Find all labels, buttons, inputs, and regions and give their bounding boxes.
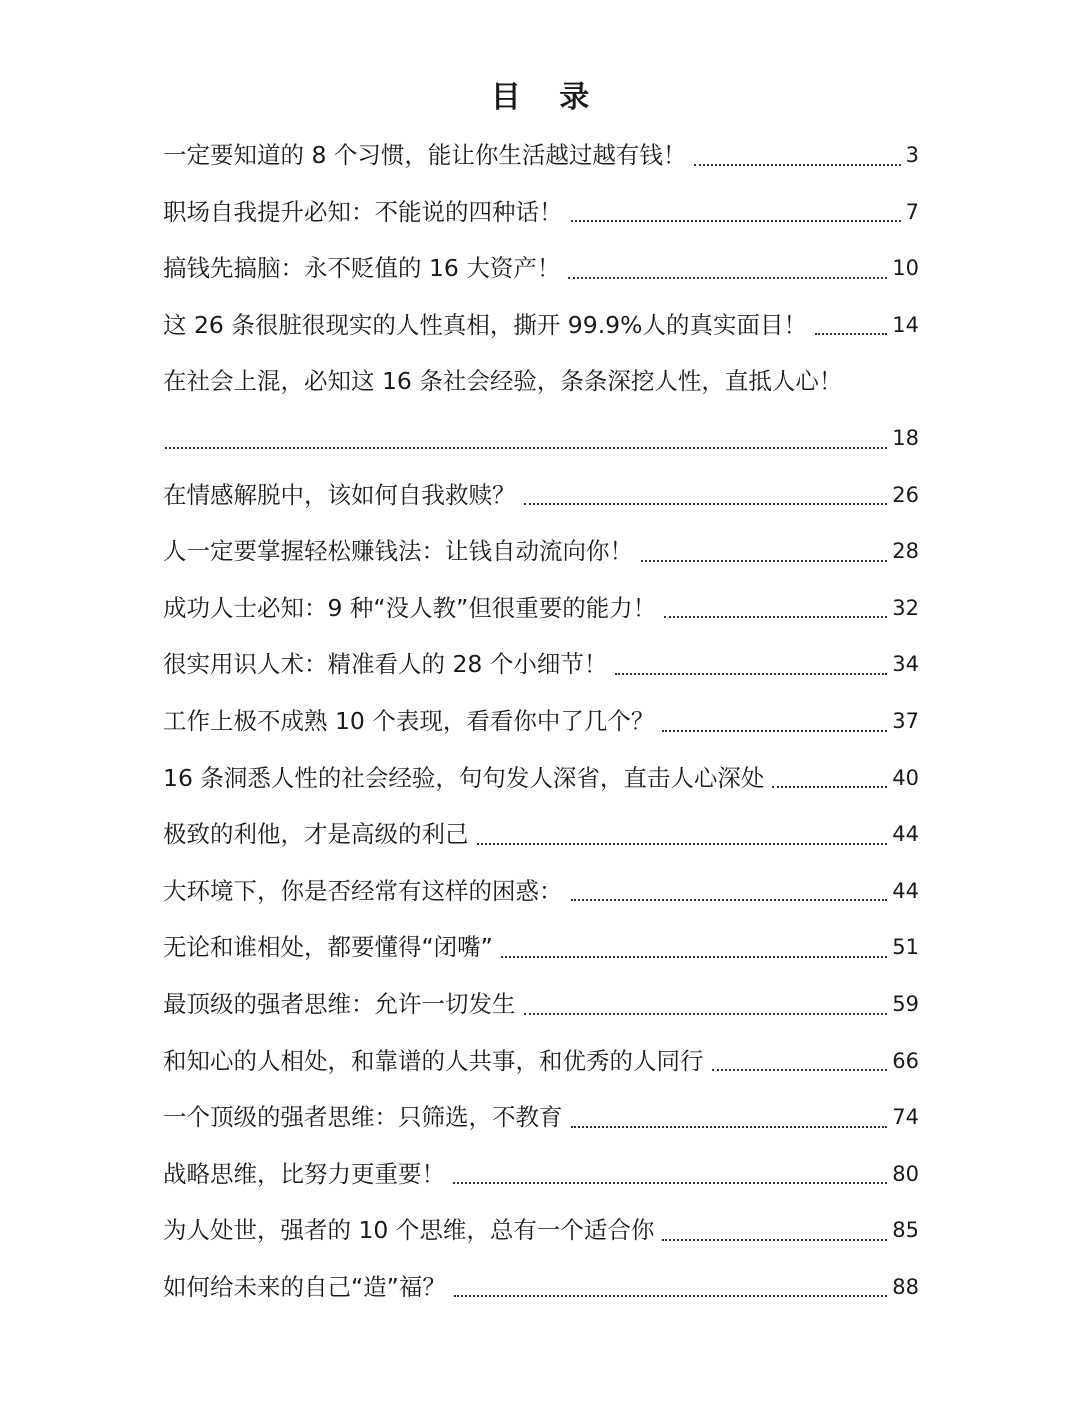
toc-entry-title: 如何给未来的自己“造”福？ (163, 1272, 446, 1301)
toc-entry[interactable] (163, 806, 919, 863)
toc-entry[interactable] (163, 636, 919, 693)
toc-entry-continuation (163, 410, 919, 467)
dot-leader (662, 729, 887, 732)
toc-entry-page: 37 (892, 708, 919, 733)
dot-leader (694, 163, 900, 166)
toc-entry[interactable] (163, 184, 919, 241)
toc-entry[interactable] (163, 1033, 919, 1090)
toc-entry-page: 66 (892, 1048, 919, 1073)
dot-leader (454, 1294, 887, 1297)
toc-entry-title: 为人处世，强者的 10 个思维，总有一个适合你 (163, 1216, 655, 1245)
toc-entry[interactable] (163, 1089, 919, 1146)
toc-entry-title: 工作上极不成熟 10 个表现，看看你中了几个？ (163, 706, 655, 735)
toc-entry-title: 在社会上混，必知这 16 条社会经验，条条深挖人性，直抵人心！ (163, 367, 843, 396)
toc-entry-title: 极致的利他，才是高级的利己 (163, 820, 469, 849)
toc-entry-title: 一定要知道的 8 个习惯，能让你生活越过越有钱！ (163, 141, 687, 169)
toc-entry-page: 14 (892, 312, 919, 337)
toc-entry-title: 和知心的人相处，和靠谱的人共事，和优秀的人同行 (163, 1046, 704, 1075)
dot-leader (641, 559, 887, 562)
toc-entry[interactable] (163, 863, 919, 920)
dot-leader (165, 446, 887, 449)
toc-entry[interactable] (163, 1259, 919, 1316)
toc-entry-title: 战略思维，比努力更重要！ (163, 1159, 445, 1188)
toc-entry[interactable] (163, 127, 919, 184)
toc-entry-page: 80 (892, 1161, 919, 1186)
toc-entry[interactable] (163, 467, 919, 524)
toc-entry-title: 成功人士必知：9 种“没人教”但很重要的能力！ (163, 593, 657, 622)
dot-leader (524, 1012, 888, 1015)
dot-leader (501, 955, 887, 958)
dot-leader (664, 615, 887, 618)
toc-entry-title: 无论和谁相处，都要懂得“闭嘴” (163, 933, 493, 962)
toc-entry-page: 32 (892, 595, 919, 620)
dot-leader (453, 1181, 887, 1184)
toc-entry[interactable] (163, 750, 919, 807)
dot-leader (524, 502, 888, 505)
dot-leader (568, 276, 887, 279)
toc-entry[interactable] (163, 353, 919, 466)
toc-entry-page: 7 (905, 199, 919, 224)
toc-entry[interactable] (163, 976, 919, 1033)
dot-leader (571, 898, 888, 901)
toc-entry[interactable] (163, 580, 919, 637)
toc-entry-page: 44 (892, 878, 919, 903)
toc-entry-page: 51 (892, 935, 919, 960)
toc-entry-page: 26 (892, 482, 919, 507)
toc-entry-page: 44 (892, 822, 919, 847)
toc-list (163, 127, 919, 1315)
toc-entry-title: 在情感解脱中，该如何自我救赎？ (163, 480, 516, 509)
toc-entry-title: 最顶级的强者思维：允许一切发生 (163, 989, 516, 1018)
toc-entry-title: 职场自我提升必知：不能说的四种话！ (163, 197, 563, 226)
toc-entry-title: 大环境下，你是否经常有这样的困惑： (163, 876, 563, 905)
toc-entry-page: 3 (905, 143, 919, 167)
toc-entry-title: 一个顶级的强者思维：只筛选，不教育 (163, 1103, 563, 1132)
toc-entry-page: 34 (892, 652, 919, 677)
dot-leader (712, 1068, 888, 1071)
toc-entry-page: 28 (892, 539, 919, 564)
dot-leader (615, 672, 887, 675)
dot-leader (571, 1125, 888, 1128)
dot-leader (815, 332, 887, 335)
toc-entry-title: 搞钱先搞脑：永不贬值的 16 大资产！ (163, 254, 561, 283)
toc-entry-page: 88 (892, 1274, 919, 1299)
toc-entry-page: 74 (892, 1105, 919, 1130)
dot-leader (662, 1238, 887, 1241)
dot-leader (571, 219, 901, 222)
dot-leader (477, 842, 888, 845)
toc-entry[interactable] (163, 523, 919, 580)
toc-entry-page: 40 (892, 765, 919, 790)
dot-leader (772, 785, 887, 788)
toc-entry-page: 59 (892, 991, 919, 1016)
toc-entry[interactable] (163, 919, 919, 976)
toc-entry[interactable] (163, 1202, 919, 1259)
toc-entry[interactable] (163, 240, 919, 297)
toc-entry-page: 10 (892, 256, 919, 281)
toc-entry[interactable] (163, 1146, 919, 1203)
toc-entry-title: 这 26 条很脏很现实的人性真相，撕开 99.9%人的真实面目！ (163, 310, 807, 339)
toc-entry-title: 16 条洞悉人性的社会经验，句句发人深省，直击人心深处 (163, 763, 765, 792)
toc-entry-title: 人一定要掌握轻松赚钱法：让钱自动流向你！ (163, 537, 633, 566)
toc-entry[interactable] (163, 297, 919, 354)
toc-entry-page: 18 (892, 425, 919, 450)
toc-entry-page: 85 (892, 1218, 919, 1243)
toc-title: 目 录 (490, 80, 604, 115)
toc-entry[interactable] (163, 693, 919, 750)
toc-entry-title: 很实用识人术：精准看人的 28 个小细节！ (163, 650, 608, 679)
